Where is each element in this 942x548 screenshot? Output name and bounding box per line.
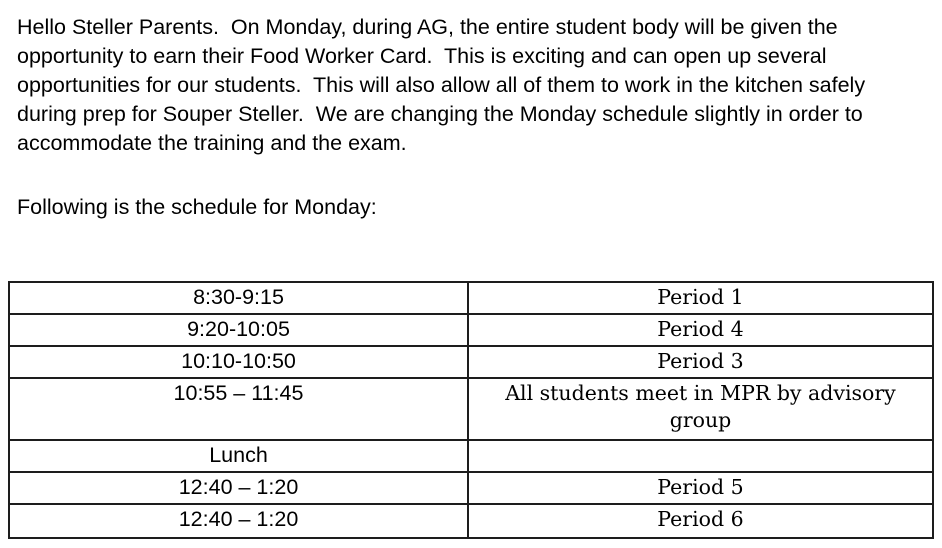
schedule-row-period-6 xyxy=(9,504,933,538)
activity-cell: Period 4 xyxy=(468,314,933,346)
time-cell: 12:40 – 1:20 xyxy=(9,472,468,504)
activity-cell: Period 6 xyxy=(468,504,933,538)
schedule-row-period-1 xyxy=(9,282,933,314)
schedule-row-period-4 xyxy=(9,314,933,346)
activity-cell: Period 1 xyxy=(468,282,933,314)
monday-schedule-table xyxy=(8,281,934,539)
time-cell: 9:20-10:05 xyxy=(9,314,468,346)
time-cell: 12:40 – 1:20 xyxy=(9,504,468,538)
time-cell: 10:10-10:50 xyxy=(9,346,468,378)
activity-cell: All students meet in MPR by advisory group xyxy=(468,378,933,440)
activity-cell: Period 3 xyxy=(468,346,933,378)
schedule-intro-line: Following is the schedule for Monday: xyxy=(17,195,377,219)
schedule-row-period-5 xyxy=(9,472,933,504)
intro-paragraph: Hello Steller Parents. On Monday, during AG, the entire student body will be given the opportunity to earn their Food Worker Card. This is exciting and can open up several opportunities for our students. This will also allow all of them to work in the kitchen safely during prep for Souper Steller. We are changing the Monday schedule slightly in order to accommodate the training and the exam. xyxy=(17,15,872,155)
time-cell: 8:30-9:15 xyxy=(9,282,468,314)
activity-cell: Period 5 xyxy=(468,472,933,504)
activity-cell xyxy=(468,440,933,472)
schedule-row-period-3 xyxy=(9,346,933,378)
time-cell: 10:55 – 11:45 xyxy=(9,378,468,440)
time-cell: Lunch xyxy=(9,440,468,472)
schedule-row-lunch xyxy=(9,440,933,472)
schedule-row-mpr-meeting xyxy=(9,378,933,440)
